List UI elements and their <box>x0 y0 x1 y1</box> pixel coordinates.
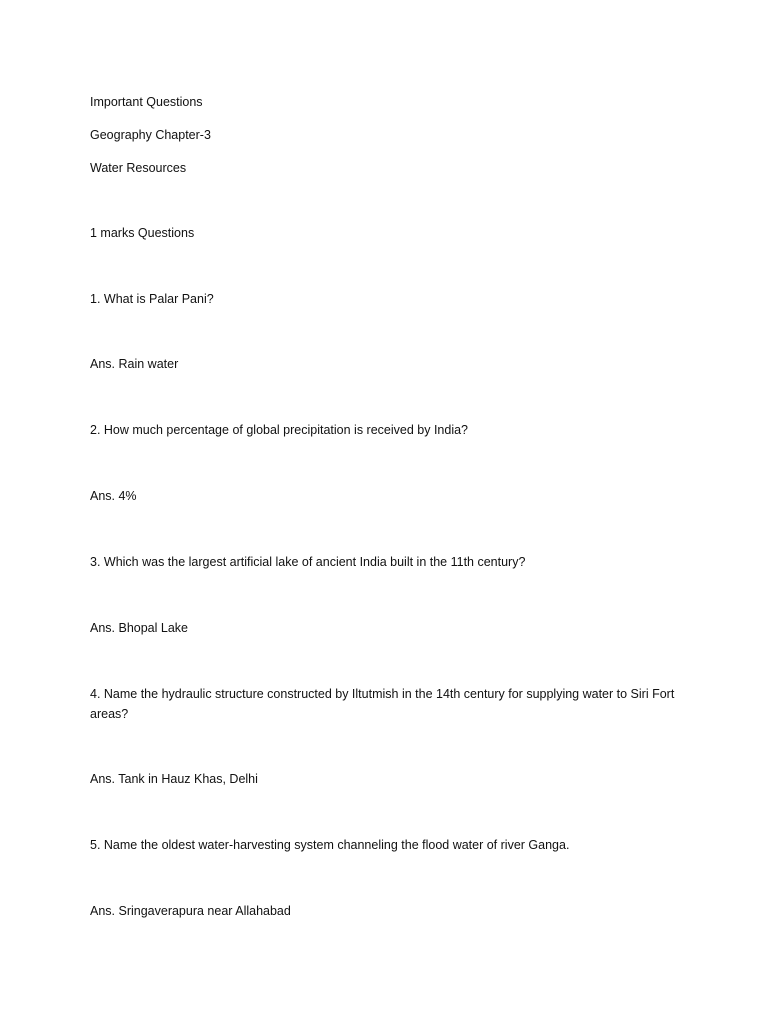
section-title: 1 marks Questions <box>90 226 195 240</box>
answer-5: Ans. Sringaverapura near Allahabad <box>90 904 291 918</box>
document-title: Important Questions <box>90 95 203 109</box>
answer-1: Ans. Rain water <box>90 357 179 371</box>
answer-3: Ans. Bhopal Lake <box>90 621 188 635</box>
question-1: 1. What is Palar Pani? <box>90 292 214 306</box>
answer-2: Ans. 4% <box>90 489 137 503</box>
question-5: 5. Name the oldest water-harvesting system channeling the flood water of river Ganga. <box>90 838 570 852</box>
question-4: 4. Name the hydraulic structure constructed by Iltutmish in the 14th century for supplying water to Siri Fort areas? <box>90 687 675 721</box>
question-2: 2. How much percentage of global precipitation is received by India? <box>90 423 468 437</box>
question-3: 3. Which was the largest artificial lake of ancient India built in the 11th century? <box>90 555 526 569</box>
answer-4: Ans. Tank in Hauz Khas, Delhi <box>90 772 258 786</box>
chapter-heading: Water Resources <box>90 161 187 175</box>
subject-heading: Geography Chapter-3 <box>90 128 211 142</box>
